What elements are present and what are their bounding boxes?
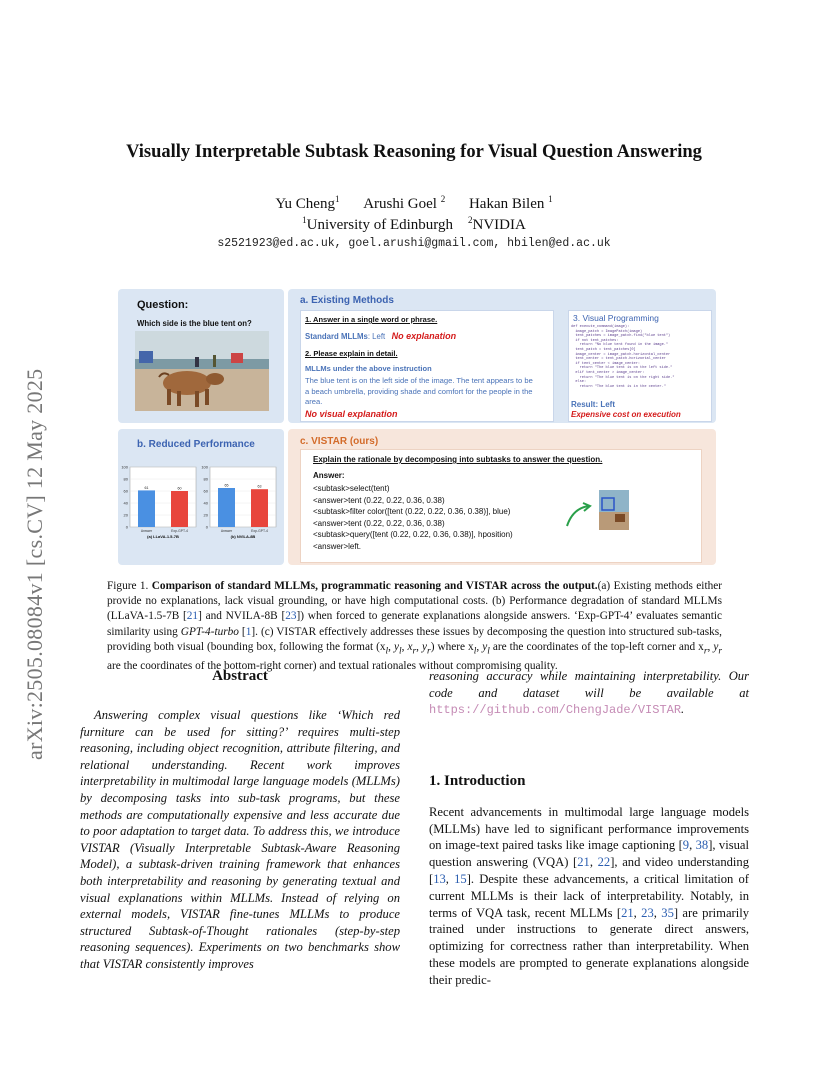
vistar-box [300, 449, 702, 563]
citation-link[interactable]: 23 [285, 610, 297, 623]
question-text: Which side is the blue tent on? [137, 319, 252, 328]
x-axis-label: (b) NVILA-8B [230, 534, 256, 539]
bar [251, 489, 268, 527]
citation-link[interactable]: 1 [245, 625, 252, 638]
no-explanation-label: No explanation [391, 331, 457, 341]
x-tick-label: Answer [140, 529, 153, 533]
author: Yu Cheng$^1$ [275, 194, 340, 212]
citation-link[interactable]: 15 [454, 871, 467, 886]
affiliations: $^1$University of Edinburgh $^2$NVIDIA [302, 215, 526, 233]
question-label: Question: [137, 299, 189, 311]
author-name: Arushi Goel [363, 196, 437, 212]
cow-photo [135, 331, 269, 411]
x-tick-label: Exp-GPT-4 [171, 529, 188, 533]
author-name: Yu Cheng [275, 196, 335, 212]
subtask-line: <subtask>filter color([tent (0.22, 0.22, 0.36, 0.38)], blue) [313, 507, 511, 516]
introduction-heading: 1. Introduction [429, 772, 526, 789]
bar-value-label: 61 [144, 485, 149, 490]
question-panel [118, 289, 284, 423]
citation-link[interactable]: 9 [682, 838, 690, 853]
answer-label: Answer: [313, 471, 345, 480]
y-tick-label: 80 [203, 476, 208, 482]
visual-program-code: def execute_command(image): image_patch = ImagePatch(image) tent_patches = image_patch.find("blue tent") if not tent_patches: return "No blue tent found in the image." tent_patch = tent_patches[0] image_center = image_patch.horizontal_center tent_center = tent_patch.horizontal_center if tent_center < image_center: return "The blue tent is on the left side." elif tent_center > image_center: return "The blue tent is on the right side." else: return "The blue tent is in the center." [571, 325, 675, 389]
y-tick-label: 40 [203, 500, 208, 506]
citation-link[interactable]: 21 [577, 855, 590, 870]
citation-link[interactable]: 21 [186, 610, 199, 623]
introduction-text: Recent advancements in multimodal large language models (MLLMs) have led to significant performance improvements on image-text paired tasks like image captioning [9, 38], visual question answering (VQA) [21, 22], and video understanding [13, 15]. Despite these advancements, a critical limitation of current MLLMs is their lack of interpretability. Notably, in terms of VQA task, recent MLLMs [21, 23, 35] are primarily trained under instructions to generate direct answers, optimizing for correctness rather than interpretability. When these models are prompted to generate explanations alongside their predic- [429, 804, 750, 987]
paper-title: Visually Interpretable Subtask Reasoning for Visual Question Answering [126, 142, 702, 162]
y-tick-label: 60 [123, 488, 128, 494]
abstract-heading: Abstract [212, 668, 268, 684]
bar-value-label: 65 [224, 483, 229, 488]
mllm-instruction-label: MLLMs under the above instruction [305, 364, 432, 373]
x-tick-label: Exp-GPT-4 [251, 529, 268, 533]
subtask-lines [313, 483, 513, 552]
answer-line: <answer>tent (0.22, 0.22, 0.36, 0.38) [313, 518, 445, 528]
instruction-2: 2. Please explain in detail. [305, 349, 398, 358]
abstract-text: Answering complex visual questions like ‘Which red furniture can be used for sitting?’ requires multi-step reasoning, including object recognition, attribute filtering, and relational understanding. Recent work improves interpretability in multimodal large language models (MLLMs) by decomposing tasks into sub-task programs, but these methods are computationally expensive and less accurate due to poor adaptation to target data. To address this, we introduce VISTAR (Visually Interpretable Subtask-Aware Reasoning Model), a subtask-driven training framework that enhances both interpretability and reasoning by generating textual and visual explanations within MLLMs. Instead of relying on external models, VISTAR fine-tunes MLLMs to produce structured Subtask-of-Thought rationales (step-by-step reasoning sequences). Experiments on two benchmarks show that VISTAR consistently improves [80, 708, 400, 971]
author: Arushi Goel $^2$ [363, 194, 446, 212]
citation-link[interactable]: 35 [661, 905, 674, 920]
vistar-instruction: Explain the rationale by decomposing into subtasks to answer the question. [313, 455, 603, 464]
github-link[interactable]: https://github.com/ChengJade/VISTAR [429, 703, 682, 718]
arrow-icon [563, 500, 593, 530]
citation-link[interactable]: 13 [433, 871, 446, 886]
panel-c-title: c. VISTAR (ours) [300, 436, 379, 447]
y-tick-label: 60 [203, 488, 208, 494]
y-tick-label: 80 [123, 476, 128, 482]
author: Hakan Bilen $^1$ [468, 194, 553, 212]
affiliation: University of Edinburgh [306, 217, 454, 233]
answer-line: <answer>tent (0.22, 0.22, 0.36, 0.38) [313, 495, 445, 505]
instruction-1: 1. Answer in a single word or phrase. [305, 315, 438, 324]
author-list [0, 194, 828, 213]
citation-link[interactable]: 21 [621, 905, 634, 920]
subtask-line: <subtask>select(tent) [313, 484, 390, 493]
vistar-panel [288, 429, 716, 565]
reduced-performance-panel [118, 429, 284, 565]
y-tick-label: 20 [203, 512, 208, 518]
performance-charts [118, 459, 284, 559]
x-tick-label: Answer [220, 529, 233, 533]
right-column [429, 668, 749, 989]
bar [218, 488, 235, 527]
x-axis-label: (a) LLaVA-1.5-7B [147, 534, 179, 539]
grounded-image-thumbnail [599, 490, 629, 530]
visual-programming-box [568, 310, 712, 422]
visual-programming-title: 3. Visual Programming [573, 313, 659, 323]
visual-program-result: Result: Left [571, 400, 615, 409]
y-tick-label: 0 [205, 524, 208, 530]
y-tick-label: 0 [125, 524, 128, 530]
y-tick-label: 100 [121, 464, 128, 470]
bar [138, 490, 155, 527]
existing-methods-panel [288, 289, 716, 423]
author-name: Hakan Bilen [468, 196, 545, 212]
bar [171, 491, 188, 527]
expensive-cost-label: Expensive cost on execution [571, 410, 681, 419]
affiliation: NVIDIA [472, 217, 526, 233]
subtask-line: <subtask>query([tent (0.22, 0.22, 0.36, 0.38)], hposition) [313, 530, 513, 539]
author-emails: s2521923@ed.ac.uk, goel.arushi@gmail.com, hbilen@ed.ac.uk [217, 237, 611, 250]
arxiv-stamp: arXiv:2505.08084v1 [cs.CV] 12 May 2025 [22, 368, 47, 760]
panel-a-title: a. Existing Methods [300, 295, 394, 306]
figure-caption: Figure 1. Comparison of standard MLLMs, programmatic reasoning and VISTAR across the output.(a) Existing methods either provide no explanations, lack visual grounding, or have high computational costs. (b) Performance degradation of standard MLLMs (LLaVA-1.5-7B [21] and NVILA-8B [23]) when forced to generate explanations alongside answers. ‘Exp-GPT-4’ evaluates semantic similarity using GPT-4-turbo [1]. (c) VISTAR effectively addresses these issues by decomposing the question into structured sub-tasks, providing both visual (bounding box, following the format ($x_l$, $y_l$, $x_r$, $y_r$) where $x_l$, $y_l$ are the coordinates of the top-left corner and $x_r$, $y_r$ are the coordinates of the bottom-right corner) and textual rationales without compromising quality. [107, 580, 723, 673]
citation-link[interactable]: 22 [597, 855, 611, 870]
panel-b-title: b. Reduced Performance [137, 439, 255, 450]
figure-1 [118, 289, 716, 565]
y-tick-label: 40 [123, 500, 128, 506]
no-visual-explanation-label: No visual explanation [305, 409, 398, 419]
abstract-continued: reasoning accuracy while maintaining interpretability. Our code and dataset will be available at https://github.com/ChengJade/VISTAR. [429, 669, 749, 718]
answer-line: <answer>left. [313, 541, 362, 551]
y-tick-label: 20 [123, 512, 128, 518]
bar-value-label: 60 [177, 486, 182, 491]
mllm-explanation: The blue tent is on the left side of the image. The tent appears to be a beach umbrella, providing shade and comfort for the people in the area. [305, 376, 533, 406]
bar-value-label: 63 [257, 484, 262, 489]
citation-link[interactable]: 23 [641, 905, 654, 920]
left-column [80, 668, 400, 973]
citation-link[interactable]: 38 [695, 838, 709, 853]
y-tick-label: 100 [201, 464, 208, 470]
standard-mllm-line: Standard MLLMs: Left No explanation [305, 331, 457, 341]
caption-label: Figure 1. [107, 580, 149, 592]
caption-bold: Comparison of standard MLLMs, programmatic reasoning and VISTAR across the output. [151, 580, 598, 592]
existing-methods-box [300, 310, 554, 422]
